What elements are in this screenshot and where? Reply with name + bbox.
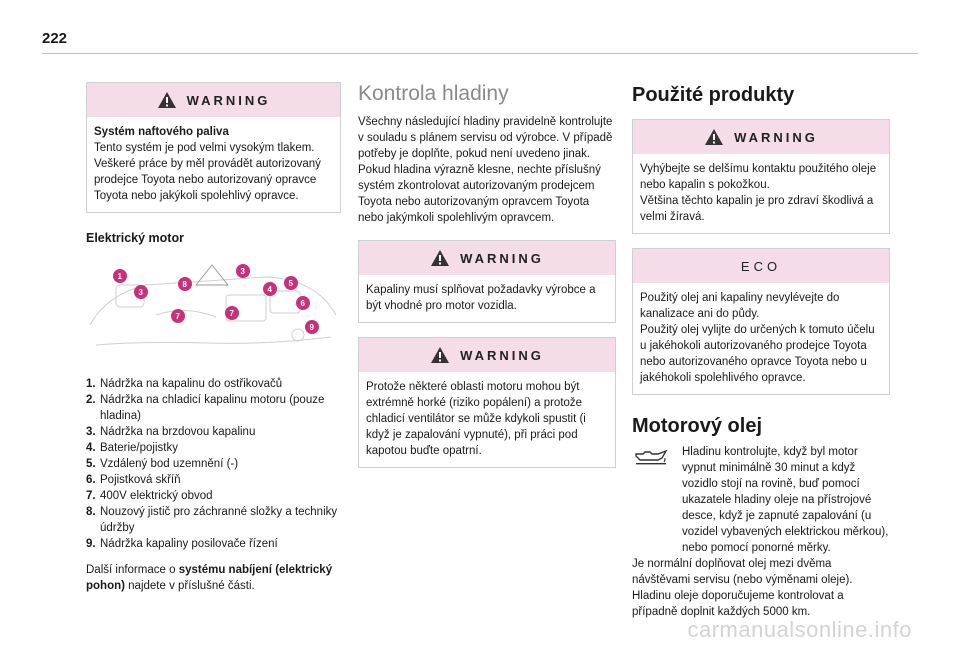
list-item: 2. Nádržka na chladicí kapalinu motoru (pouze hladina) [86,394,325,422]
eco-title: ECO [740,258,782,274]
warning-header [87,83,340,117]
right-column [632,82,890,620]
list-item: 1. Nádržka na kapalinu do ostřikovačů [86,378,283,390]
more-info-text: Další informace o systému nabíjení (elektrický pohon) najdete v příslušné části. [86,564,333,592]
level-check-title: Kontrola hladiny [358,82,509,105]
eco-text-2: Použitý olej vylijte do určených k tomuto účelu u jakéhokoli autorizovaného prodejce Toyota nebo autorizovaného opravce Toyota nebo u jakéhokoli spolehlivého opravce. [640,324,875,384]
callout-1: 1 [117,272,122,281]
list-item: 9. Nádržka kapaliny posilovače řízení [86,538,278,550]
fuel-warning-box [86,82,341,213]
list-item: 5. Vzdálený bod uzemnění (-) [86,458,239,470]
used-oil-warning-box [632,119,890,234]
warning-text-1: Vyhýbejte se delšímu kontaktu použitého oleje nebo kapalin s pokožkou. [640,163,877,191]
level-check-para2: Pokud hladina výrazně klesne, nechte příslušný systém zkontrolovat autorizovaným prodejcem Toyota nebo autorizovaným opravcem Toyota nebo jakýmkoli spolehlivým opravcem. [358,164,601,224]
callout-3: 3 [138,288,143,297]
callout-6: 6 [300,299,305,308]
fluids-warning-box [358,240,616,323]
warning-title: WARNING [186,92,271,108]
engine-oil-text: Hladinu kontrolujte, když byl motor vypnut minimálně 30 minut a když vozidlo stojí na rovině, buď pomocí ukazatele hladiny oleje na přístrojové desce, když je zapnuté zapalování (u vozidel vybavených elektrickou měrkou), nebo pomocí ponorné měrky. Je normální doplňovat olej mezi dvěma návštěvami servisu (nebo výměnami oleje). Hladinu oleje doporučujeme kontrolovat a případně doplnit každých 5000 km. [632,446,889,618]
hot-engine-warning-box [358,337,616,468]
engine-bay-diagram [86,255,341,351]
warning-triangle-icon [430,346,450,364]
warning-text: Tento systém je pod velmi vysokým tlakem. Veškeré práce by měl provádět autorizovaný prodejce Toyota nebo autorizovaný opravce Toyota nebo jakýkoli spolehlivý opravce. [94,142,321,202]
level-check-para1: Všechny následující hladiny pravidelně kontrolujte v souladu s plánem servisu od výrobce. V případě potřeby je doplňte, pokud není uvedeno jinak. [358,116,613,160]
warning-title: WARNING [460,250,544,266]
warning-text: Protože některé oblasti motoru mohou být extrémně horké (riziko popálení) a protože chladicí ventilátor se může kdykoli spustit (i když je zapalování vypnuté), při práci pod kapotou buďte opatrní. [366,381,586,457]
page-number: 222 [42,30,68,47]
callout-9: 9 [309,323,314,332]
engine-parts-list [86,376,341,552]
warning-text: Kapaliny musí splňovat požadavky výrobce a být vhodné pro motor vozidla. [366,284,596,312]
list-item: 8. Nouzový jistič pro záchranné složky a techniky údržby [86,506,338,534]
watermark: carmanualsonline.info [687,617,912,642]
list-item: 4. Baterie/pojistky [86,442,178,454]
list-item: 7. 400V elektrický obvod [86,490,213,502]
list-item: 3. Nádržka na brzdovou kapalinu [86,426,256,438]
engine-oil-title: Motorový olej [632,415,763,437]
electric-motor-heading: Elektrický motor [86,231,184,245]
eco-box [632,248,890,395]
callout-4: 4 [267,285,272,294]
callout-3b: 3 [240,267,245,276]
warning-title: WARNING [734,129,818,145]
middle-column [358,82,616,482]
warning-title: WARNING [460,347,544,363]
warning-triangle-icon [430,249,450,267]
list-item: 6. Pojistková skříň [86,474,181,486]
callout-7b: 7 [229,309,234,318]
warning-triangle-icon [157,91,177,109]
warning-heading: Systém naftového paliva [94,126,229,138]
callout-7a: 7 [175,312,180,321]
header-divider [42,53,918,54]
left-column [86,82,341,608]
warning-text-2: Většina těchto kapalin je pro zdraví škodlivá a velmi žíravá. [640,195,874,223]
callout-5: 5 [288,279,293,288]
oil-can-icon [634,448,668,466]
callout-8: 8 [182,280,187,289]
warning-triangle-icon [704,128,724,146]
eco-text-1: Použitý olej ani kapaliny nevylévejte do kanalizace ani do půdy. [640,292,840,320]
used-products-title: Použité produkty [632,84,795,106]
engine-oil-text-2: Je normální doplňovat olej mezi dvěma návštěvami servisu (nebo výměnami oleje). [632,558,853,586]
engine-oil-text-3: Hladinu oleje doporučujeme kontrolovat a případně doplnit každých 5000 km. [632,590,844,618]
